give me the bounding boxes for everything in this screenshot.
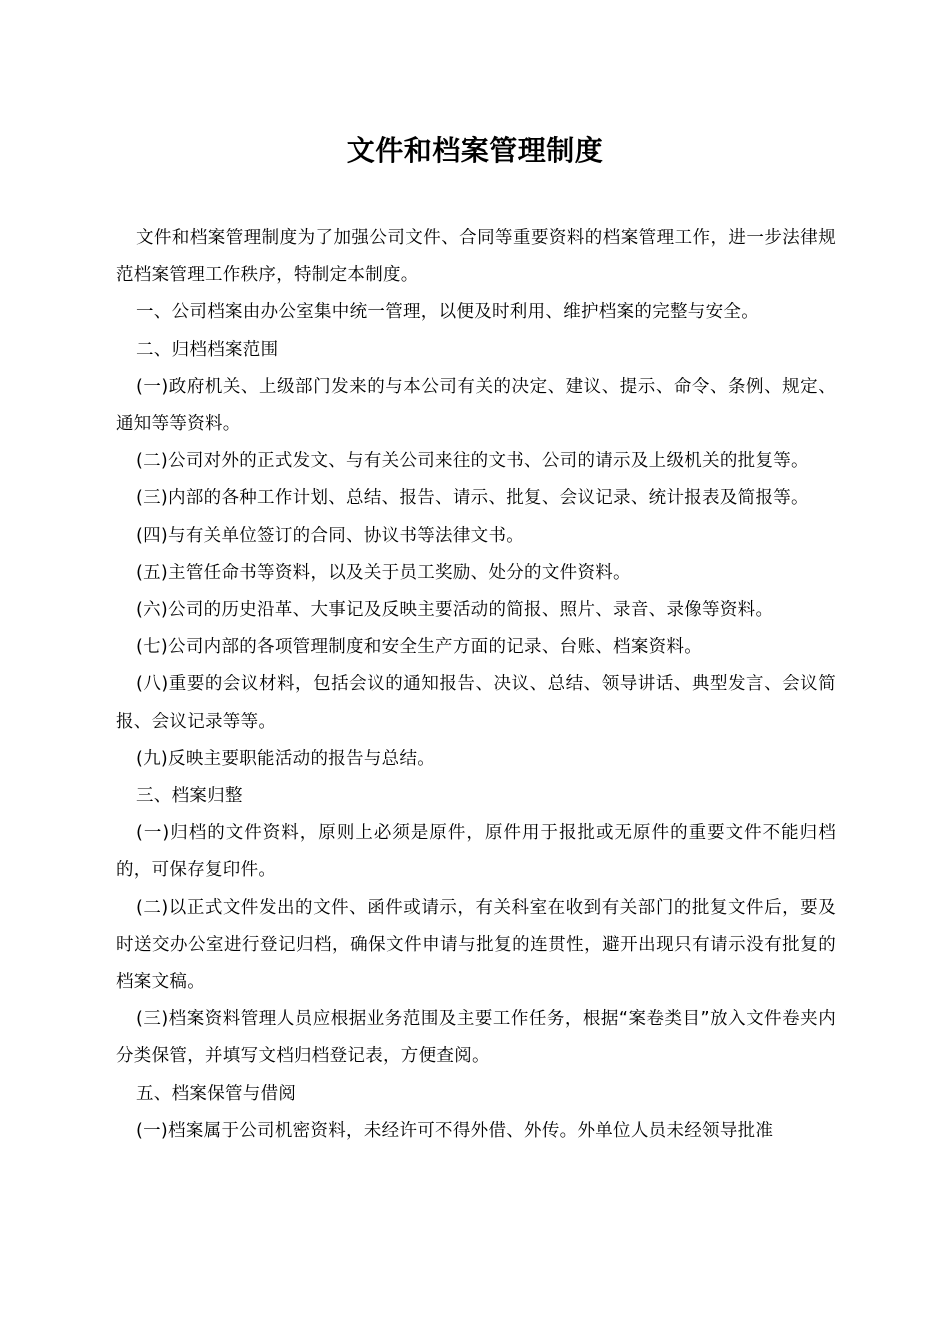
archive-scope-item-6: (六)公司的历史沿革、大事记及反映主要活动的简报、照片、录音、录像等资料。 [136, 600, 774, 621]
document-body [116, 220, 836, 1150]
archive-scope-item-4: (四)与有关单位签订的合同、协议书等法律文书。 [136, 525, 525, 546]
archive-scope-item-9: (九)反映主要职能活动的报告与总结。 [136, 748, 436, 769]
archive-storage-item-1: (一)档案属于公司机密资料，未经许可不得外借、外传。外单位人员未经领导批准 [136, 1120, 774, 1141]
archive-scope-item-7: (七)公司内部的各项管理制度和安全生产方面的记录、台账、档案资料。 [136, 637, 703, 658]
archive-scope-item-2: (二)公司对外的正式发文、与有关公司来往的文书、公司的请示及上级机关的批复等。 [136, 451, 809, 472]
archive-scope-item-3: (三)内部的各种工作计划、总结、报告、请示、批复、会议记录、统计报表及简报等。 [136, 488, 809, 509]
document-title: 文件和档案管理制度 [346, 134, 604, 167]
section-3-heading: 三、档案归整 [136, 786, 243, 807]
intro-paragraph: 文件和档案管理制度为了加强公司文件、合同等重要资料的档案管理工作，进一步法律规范档案管理工作秩序，特制定本制度。 [116, 228, 836, 286]
archive-organize-item-1: (一)归档的文件资料，原则上必须是原件，原件用于报批或无原件的重要文件不能归档的，可保存复印件。 [116, 823, 836, 881]
section-2-heading: 二、归档档案范围 [136, 339, 279, 360]
section-5-heading: 五、档案保管与借阅 [136, 1083, 297, 1104]
archive-scope-item-8: (八)重要的会议材料，包括会议的通知报告、决议、总结、领导讲话、典型发言、会议简报、会议记录等等。 [116, 674, 836, 732]
archive-organize-item-3: (三)档案资料管理人员应根据业务范围及主要工作任务，根据“案卷类目”放入文件卷夹内分类保管，并填写文档归档登记表，方便查阅。 [116, 1009, 836, 1067]
archive-scope-item-5: (五)主管任命书等资料，以及关于员工奖励、处分的文件资料。 [136, 562, 631, 583]
archive-scope-item-1: (一)政府机关、上级部门发来的与本公司有关的决定、建议、提示、命令、条例、规定、通知等等资料。 [116, 376, 836, 435]
section-1-paragraph: 一、公司档案由办公室集中统一管理，以便及时利用、维护档案的完整与安全。 [136, 302, 759, 323]
archive-organize-item-2: (二)以正式文件发出的文件、函件或请示，有关科室在收到有关部门的批复文件后，要及时送交办公室进行登记归档，确保文件申请与批复的连贯性，避开出现只有请示没有批复的档案文稿。 [116, 897, 836, 993]
